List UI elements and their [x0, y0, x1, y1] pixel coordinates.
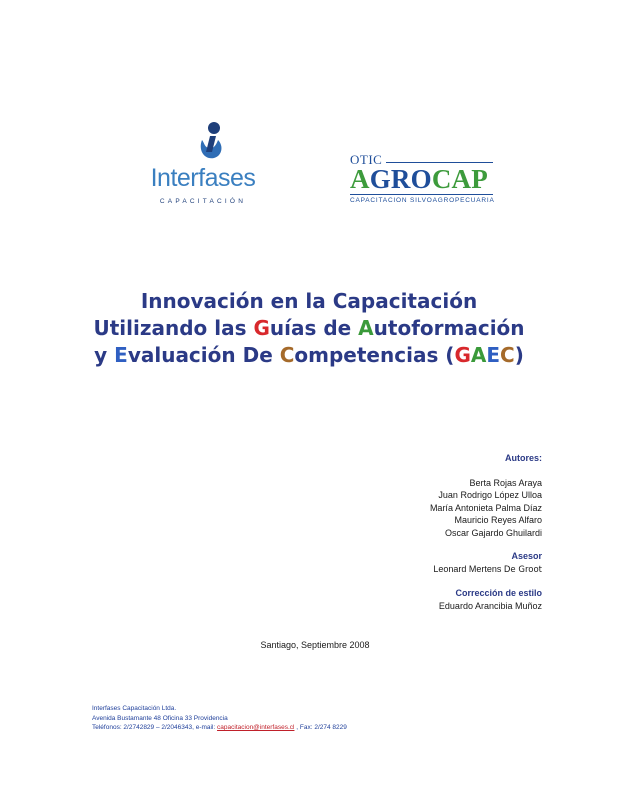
- footer-email-link[interactable]: capacitacion@interfases.cl: [217, 724, 295, 731]
- agrocap-logo-name-gro: GRO: [369, 164, 432, 194]
- title-letter-g: G: [253, 316, 270, 340]
- agrocap-logo-rule-bottom: [350, 194, 493, 195]
- style-editor-heading: Corrección de estilo: [455, 588, 542, 598]
- agrocap-logo-prefix: OTIC: [350, 152, 383, 167]
- agrocap-logo-name-a: A: [350, 164, 370, 194]
- author-name: María Antonieta Palma Díaz: [429, 502, 542, 513]
- title-line-3: [0, 342, 618, 369]
- agrocap-logo-name-cap: CAP: [431, 164, 488, 194]
- agrocap-logo: [350, 152, 495, 202]
- title-text: ): [514, 343, 524, 367]
- credits-block: [282, 452, 542, 612]
- interfases-logo-name: Interfases: [150, 164, 256, 192]
- title-text: Utilizando las: [93, 316, 254, 340]
- footer-fax: , Fax: 2/274 8229: [294, 724, 347, 731]
- document-title: [0, 288, 618, 369]
- title-line-2: [0, 315, 618, 342]
- advisor-name: [282, 563, 542, 577]
- interfases-logo-tagline: CAPACITACIÓN: [159, 198, 247, 205]
- title-text: ompetencias (: [294, 343, 455, 367]
- footer-contact: [92, 704, 347, 733]
- advisor-heading: Asesor: [511, 551, 542, 561]
- title-letter-a: A: [358, 316, 374, 340]
- title-text: utoformación: [373, 316, 525, 340]
- footer-phones: [92, 723, 347, 733]
- agrocap-logo-tagline: CAPACITACION SILVOAGROPECUARIA: [350, 197, 495, 204]
- title-acronym-a: A: [470, 343, 487, 367]
- title-text: uías de: [269, 316, 359, 340]
- author-name: Oscar Gajardo Ghuilardi: [444, 527, 542, 538]
- footer-phones-text: Teléfonos: 2/2742829 – 2/2046343, e-mail:: [92, 724, 218, 731]
- title-text: y: [94, 343, 115, 367]
- advisor-given-name: Leonard Mertens: [433, 563, 504, 574]
- title-text: valuación De: [127, 343, 280, 367]
- agrocap-logo-name: [350, 164, 488, 194]
- title-acronym-e: E: [486, 343, 501, 367]
- place-date: Santiago, Septiembre 2008: [260, 640, 370, 650]
- title-line-1: Innovación en la Capacitación: [140, 289, 478, 313]
- interfases-logo: [148, 120, 258, 210]
- author-name: Juan Rodrigo López Ulloa: [438, 490, 542, 500]
- interfases-logo-icon: [196, 120, 226, 162]
- author-name: Mauricio Reyes Alfaro: [454, 515, 542, 525]
- footer-company: Interfases Capacitación Ltda.: [92, 705, 177, 712]
- title-acronym-g: G: [454, 343, 471, 367]
- title-acronym-c: C: [500, 343, 515, 367]
- title-letter-c: C: [279, 343, 295, 367]
- advisor-surname: De Groot: [503, 564, 542, 575]
- title-letter-e: E: [114, 343, 128, 367]
- author-name: Berta Rojas Araya: [469, 477, 542, 488]
- style-editor-name: Eduardo Arancibia Muñoz: [438, 600, 542, 611]
- footer-address: Avenida Bustamante 48 Oficina 33 Providencia: [92, 714, 228, 722]
- style-editor-group: [282, 587, 542, 612]
- authors-heading: Autores:: [504, 453, 542, 463]
- authors-list: [282, 477, 542, 540]
- agrocap-logo-rule-top: [386, 162, 493, 163]
- advisor-group: [282, 550, 542, 576]
